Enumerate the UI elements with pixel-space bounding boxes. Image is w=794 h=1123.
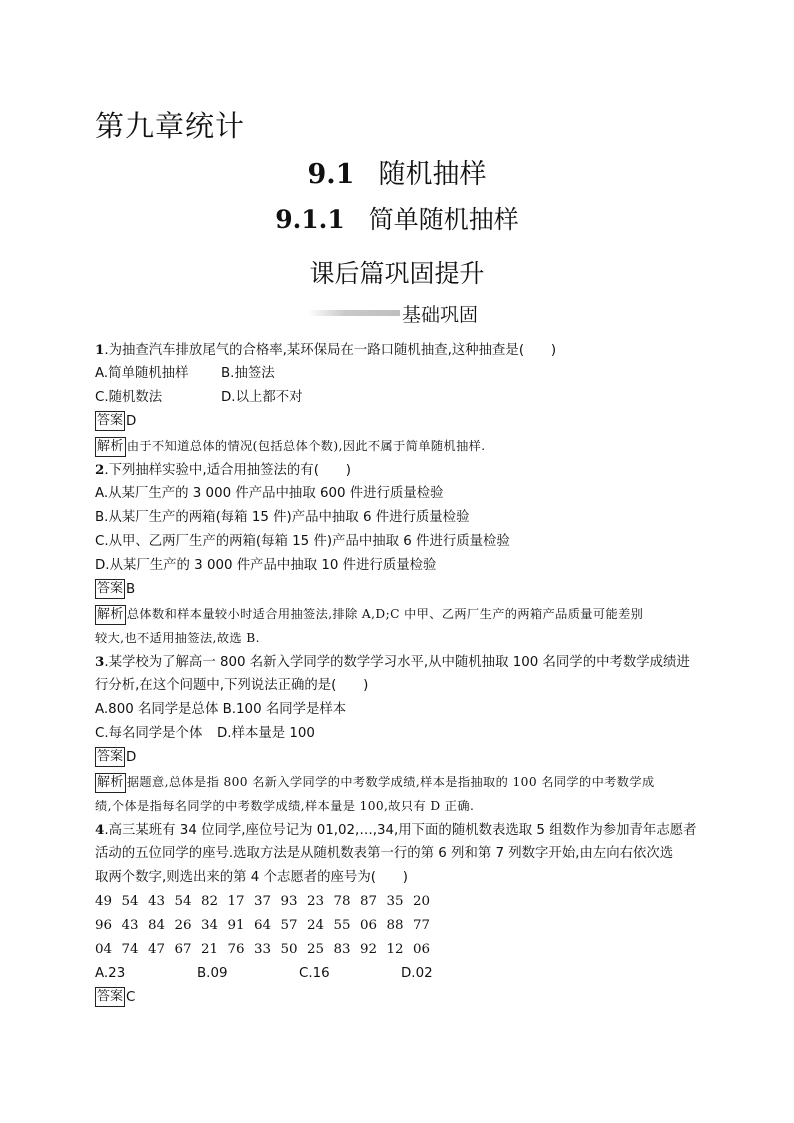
option-c: C.从甲、乙两厂生产的两箱(每箱 15 件)产品中抽取 6 件进行质量检验 xyxy=(95,534,510,549)
analysis-tag: 解析 xyxy=(95,773,126,793)
random-number-table xyxy=(95,890,705,962)
random-table-cell: 06 xyxy=(360,918,378,933)
question-2-analysis xyxy=(95,602,705,626)
random-table-cell: 43 xyxy=(121,918,139,933)
random-table-cell: 78 xyxy=(333,894,351,909)
analysis-tag: 解析 xyxy=(95,437,126,457)
question-3-options-cd xyxy=(95,722,705,746)
analysis-text: 由于不知道总体的情况(包括总体个数),因此不属于简单随机抽样. xyxy=(126,439,486,453)
random-table-cell: 67 xyxy=(174,942,192,957)
random-table-cell: 47 xyxy=(148,942,166,957)
random-table-cell: 77 xyxy=(413,918,431,933)
random-table-cell: 92 xyxy=(360,942,378,957)
option-d: D.从某厂生产的 3 000 件产品中抽取 10 件进行质量检验 xyxy=(95,558,437,573)
answer-tag: 答案 xyxy=(95,747,125,767)
random-table-cell: 74 xyxy=(121,942,139,957)
random-table-cell: 93 xyxy=(280,894,298,909)
random-table-cell: 23 xyxy=(307,894,325,909)
part-header-bar xyxy=(308,310,400,316)
option-c: C.16 xyxy=(299,966,330,981)
answer-tag: 答案 xyxy=(95,987,125,1007)
question-3-answer xyxy=(95,746,705,770)
option-b: B.抽签法 xyxy=(221,366,275,381)
answer-value: C xyxy=(126,990,136,1005)
question-text: .某学校为了解高一 800 名新入学同学的数学学习水平,从中随机抽取 100 名同学的中考数学成绩进 xyxy=(104,655,690,670)
random-table-cell: 54 xyxy=(121,894,139,909)
answer-tag: 答案 xyxy=(95,411,125,431)
random-table-cell: 37 xyxy=(254,894,272,909)
part-label: 基础巩固 xyxy=(402,303,479,326)
random-table-cell: 49 xyxy=(95,894,113,909)
question-4-stem xyxy=(95,818,705,842)
random-table-cell: 33 xyxy=(254,942,272,957)
random-table-cell: 34 xyxy=(201,918,219,933)
exercise-content xyxy=(95,338,705,1010)
question-3-analysis-cont: 绩,个体是指每名同学的中考数学成绩,样本量是 100,故只有 D 正确. xyxy=(95,799,475,813)
random-table-cell: 06 xyxy=(413,942,431,957)
option-d: D.02 xyxy=(401,966,433,981)
option-c: C.每名同学是个体 xyxy=(95,726,203,741)
subsection-name: 简单随机抽样 xyxy=(368,205,519,234)
random-table-cell: 83 xyxy=(333,942,351,957)
question-text: .高三某班有 34 位同学,座位号记为 01,02,…,34,用下面的随机数表选取 5 组数作为参加青年志愿者 xyxy=(104,823,697,838)
random-table-cell: 17 xyxy=(227,894,245,909)
option-a: A.从某厂生产的 3 000 件产品中抽取 600 件进行质量检验 xyxy=(95,486,444,501)
question-4-stem-cont: 活动的五位同学的座号.选取方法是从随机数表第一行的第 6 列和第 7 列数字开始,由左向右依次选 xyxy=(95,846,674,861)
part-header xyxy=(308,300,478,326)
question-text: .下列抽样实验中,适合用抽签法的有( ) xyxy=(104,463,351,478)
subsection-title xyxy=(0,200,794,236)
question-4-answer xyxy=(95,986,705,1010)
option-a: A.23 xyxy=(95,966,126,981)
random-table-cell: 96 xyxy=(95,918,113,933)
random-table-cell: 25 xyxy=(307,942,325,957)
question-1-answer xyxy=(95,410,705,434)
question-4-stem-cont: 取两个数字,则选出来的第 4 个志愿者的座号为( ) xyxy=(95,870,408,885)
question-2-stem xyxy=(95,458,705,482)
option-b: B.09 xyxy=(197,966,228,981)
subsection-number: 9.1.1 xyxy=(275,205,345,234)
option-b: B.从某厂生产的两箱(每箱 15 件)产品中抽取 6 件进行质量检验 xyxy=(95,510,470,525)
analysis-text: 据题意,总体是指 800 名新入学同学的中考数学成绩,样本是指抽取的 100 名同学的中考数学成 xyxy=(126,775,655,789)
random-table-row xyxy=(95,914,705,938)
section-name: 随机抽样 xyxy=(378,159,487,190)
question-1-options-ab xyxy=(95,362,705,386)
answer-value: D xyxy=(126,414,137,429)
random-table-row xyxy=(95,938,705,962)
option-d: D.样本量是 100 xyxy=(217,726,315,741)
section-title xyxy=(0,152,794,191)
answer-value: B xyxy=(126,582,136,597)
random-table-cell: 20 xyxy=(413,894,431,909)
random-table-cell: 35 xyxy=(386,894,404,909)
question-number: 1 xyxy=(95,342,105,358)
question-3-stem-cont: 行分析,在这个问题中,下列说法正确的是( ) xyxy=(95,678,369,693)
random-table-cell: 88 xyxy=(386,918,404,933)
question-1-stem xyxy=(95,338,705,362)
random-table-cell: 50 xyxy=(280,942,298,957)
option-d: D.以上都不对 xyxy=(221,390,303,405)
random-table-cell: 87 xyxy=(360,894,378,909)
option-a: A.简单随机抽样 xyxy=(95,366,189,381)
random-table-cell: 43 xyxy=(148,894,166,909)
question-3-analysis xyxy=(95,770,705,794)
option-c: C.随机数法 xyxy=(95,390,163,405)
analysis-tag: 解析 xyxy=(95,605,126,625)
answer-tag: 答案 xyxy=(95,579,125,599)
random-table-cell: 76 xyxy=(227,942,245,957)
random-table-cell: 82 xyxy=(201,894,219,909)
question-2-answer xyxy=(95,578,705,602)
chapter-title: 第九章统计 xyxy=(95,109,246,143)
random-table-cell: 84 xyxy=(148,918,166,933)
question-number: 4 xyxy=(95,822,105,838)
analysis-text: 总体数和样本量较小时适合用抽签法,排除 A,D;C 中甲、乙两厂生产的两箱产品质量可能差别 xyxy=(126,607,644,621)
question-3-options-ab: A.800 名同学是总体 B.100 名同学是样本 xyxy=(95,702,347,717)
answer-value: D xyxy=(126,750,137,765)
section-number: 9.1 xyxy=(307,159,355,190)
question-1-analysis xyxy=(95,434,705,458)
random-table-cell: 91 xyxy=(227,918,245,933)
random-table-cell: 24 xyxy=(307,918,325,933)
random-table-cell: 55 xyxy=(333,918,351,933)
question-2-analysis-cont: 较大,也不适用抽签法,故选 B. xyxy=(95,631,260,645)
practice-title: 课后篇巩固提升 xyxy=(309,259,485,288)
question-number: 3 xyxy=(95,654,105,670)
random-table-cell: 64 xyxy=(254,918,272,933)
question-4-options xyxy=(95,962,705,986)
random-table-cell: 12 xyxy=(386,942,404,957)
random-table-cell: 21 xyxy=(201,942,219,957)
random-table-cell: 04 xyxy=(95,942,113,957)
random-table-row xyxy=(95,890,705,914)
question-3-stem xyxy=(95,650,705,674)
question-text: .为抽查汽车排放尾气的合格率,某环保局在一路口随机抽查,这种抽查是( ) xyxy=(104,343,557,358)
random-table-cell: 54 xyxy=(174,894,192,909)
question-number: 2 xyxy=(95,462,105,478)
question-1-options-cd xyxy=(95,386,705,410)
random-table-cell: 57 xyxy=(280,918,298,933)
random-table-cell: 26 xyxy=(174,918,192,933)
